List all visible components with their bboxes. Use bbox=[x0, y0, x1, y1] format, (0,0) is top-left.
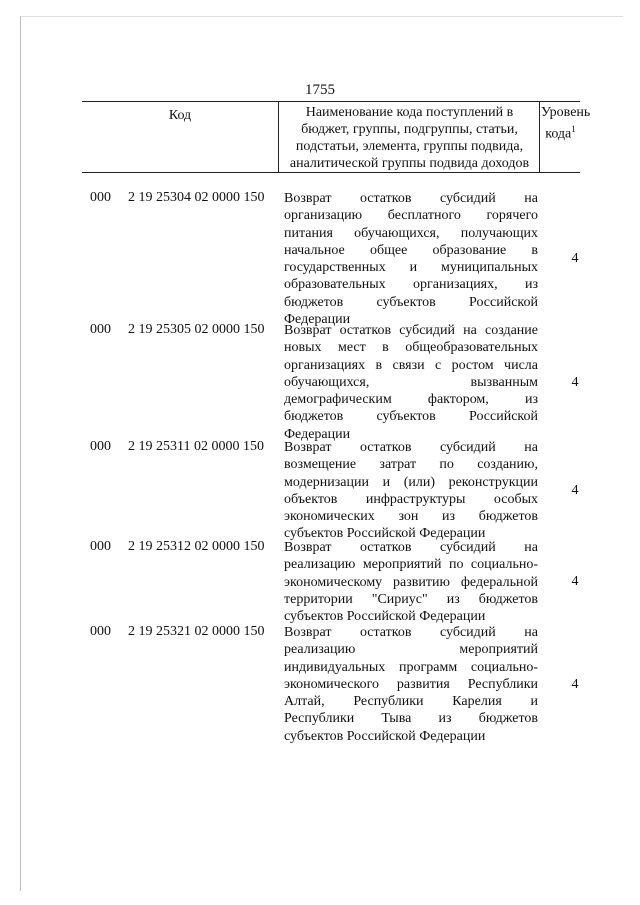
header-level-line bbox=[541, 121, 580, 143]
description-line: Возврат остатков субсидий на bbox=[284, 440, 538, 455]
code-level: 4 bbox=[571, 676, 579, 692]
code-description bbox=[284, 190, 538, 328]
admin-code: 000 bbox=[90, 322, 111, 337]
description-line: экономического развития Республики bbox=[284, 676, 538, 692]
description-line: Федерации bbox=[284, 312, 351, 328]
description-line: субъектов Российской Федерации bbox=[284, 526, 486, 542]
description-line: Возврат остатков субсидий на bbox=[284, 191, 538, 206]
header-name bbox=[280, 102, 540, 172]
footnote-marker: 1 bbox=[571, 124, 576, 134]
code-level: 4 bbox=[571, 574, 579, 590]
header-name-line: аналитической группы подвида доходов bbox=[289, 156, 530, 171]
admin-code: 000 bbox=[90, 624, 111, 639]
description-line: возмещение затрат по созданию, bbox=[284, 457, 538, 473]
description-line: питания обучающихся, получающих bbox=[284, 225, 538, 241]
header-name-line: Наименование кода поступлений в bbox=[305, 105, 514, 120]
description-line: модернизации и (или) реконструкции bbox=[284, 474, 538, 490]
description-line: образовательных организациях, из bbox=[284, 277, 538, 293]
revenue-code: 2 19 25311 02 0000 150 bbox=[128, 439, 264, 454]
description-line: экономическому развитию федеральной bbox=[284, 574, 538, 590]
description-line: бюджетов субъектов Российской bbox=[284, 294, 538, 310]
description-line: обучающихся, вызванным bbox=[284, 374, 538, 390]
description-line: новых мест в общеобразовательных bbox=[284, 340, 538, 356]
header-level bbox=[541, 102, 591, 172]
code-description bbox=[284, 439, 538, 543]
description-line: субъектов Российской Федерации bbox=[284, 609, 486, 625]
code-description bbox=[284, 624, 538, 745]
description-line: Республики Тыва из бюджетов bbox=[284, 711, 538, 727]
table-header bbox=[82, 101, 591, 173]
revenue-code: 2 19 25321 02 0000 150 bbox=[128, 624, 265, 639]
description-line: реализацию мероприятий по социально- bbox=[284, 557, 538, 573]
code-description bbox=[284, 539, 538, 625]
description-line: организацию бесплатного горячего bbox=[284, 208, 538, 224]
revenue-code: 2 19 25305 02 0000 150 bbox=[128, 322, 265, 337]
description-line: территории "Сириус" из бюджетов bbox=[284, 591, 538, 607]
description-line: субъектов Российской Федерации bbox=[284, 728, 486, 744]
description-line: Возврат остатков субсидий на bbox=[284, 540, 538, 555]
revenue-code: 2 19 25304 02 0000 150 bbox=[128, 190, 265, 205]
admin-code: 000 bbox=[90, 190, 111, 205]
code-level: 4 bbox=[571, 251, 579, 267]
code-description bbox=[284, 322, 538, 443]
code-level: 4 bbox=[571, 374, 579, 390]
description-line: Алтай, Республики Карелия и bbox=[284, 694, 538, 710]
description-line: Возврат остатков субсидий на bbox=[284, 625, 538, 640]
description-line: организациях в связи с ростом числа bbox=[284, 357, 538, 373]
header-kod: Код bbox=[82, 102, 279, 172]
description-line: индивидуальных программ социально- bbox=[284, 659, 538, 675]
page-number: 1755 bbox=[305, 82, 335, 98]
description-line: реализацию мероприятий bbox=[284, 642, 538, 658]
description-line: Возврат остатков субсидий на создание bbox=[284, 323, 538, 338]
description-line: бюджетов субъектов Российской bbox=[284, 409, 538, 425]
description-line: объектов инфраструктуры особых bbox=[284, 491, 538, 507]
code-level: 4 bbox=[571, 482, 579, 498]
admin-code: 000 bbox=[90, 439, 111, 454]
description-line: экономических зон из бюджетов bbox=[284, 509, 538, 525]
revenue-code: 2 19 25312 02 0000 150 bbox=[128, 539, 265, 554]
header-name-line: подстатьи, элемента, группы подвида, bbox=[295, 139, 524, 154]
admin-code: 000 bbox=[90, 539, 111, 554]
description-line: Федерации bbox=[284, 426, 351, 442]
description-line: государственных и муниципальных bbox=[284, 260, 538, 276]
header-level-word: кода bbox=[545, 126, 572, 142]
header-level-line: Уровень bbox=[541, 105, 591, 120]
description-line: демографическим фактором, из bbox=[284, 392, 538, 408]
header-name-line: бюджет, группы, подгруппы, статьи, bbox=[301, 122, 518, 137]
description-line: начальное общее образование в bbox=[284, 242, 538, 258]
